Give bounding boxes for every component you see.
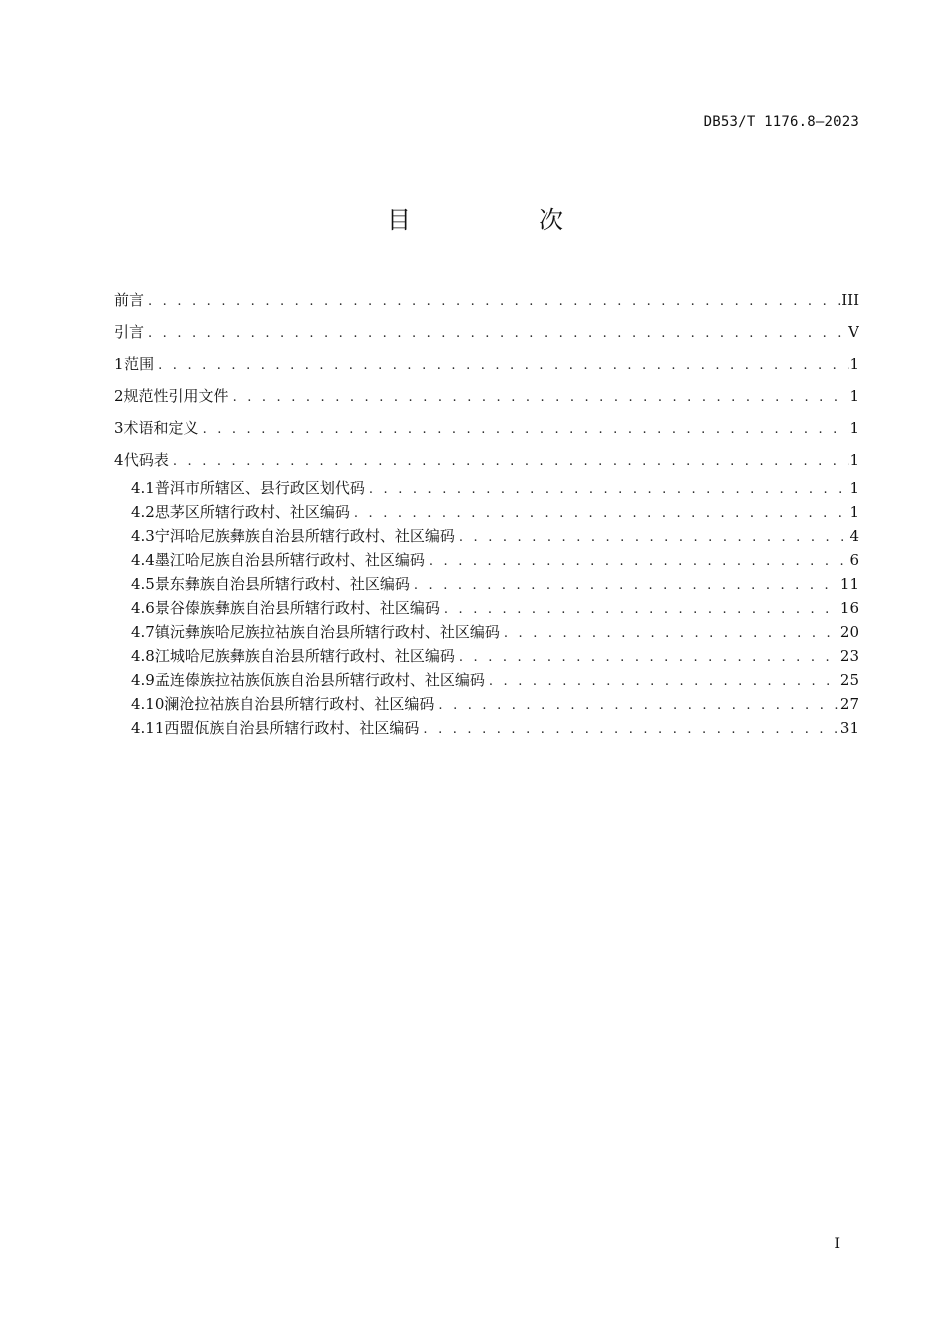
toc-leader-dots <box>455 526 849 548</box>
toc-entry-label: 思茅区所辖行政村、社区编码 <box>154 503 350 521</box>
toc-entry-page: 1 <box>849 451 859 469</box>
toc-leader-dots <box>144 286 841 316</box>
toc-subentry[interactable] <box>114 644 859 668</box>
toc-leader-dots <box>229 382 849 412</box>
toc-entry-label: 前言 <box>114 291 145 309</box>
toc-entry-label: 规范性引用文件 <box>123 387 229 405</box>
toc-leader-dots <box>419 718 839 740</box>
toc-entry-introduction[interactable] <box>114 316 859 348</box>
toc-leader-dots <box>365 478 849 500</box>
toc-entry-number: 4.4 <box>131 551 155 569</box>
table-of-contents <box>114 284 859 740</box>
toc-entry-page: V <box>848 323 859 341</box>
toc-leader-dots <box>455 646 840 668</box>
toc-entry-label: 江城哈尼族彝族自治县所辖行政村、社区编码 <box>154 647 455 665</box>
toc-subentry[interactable] <box>114 524 859 548</box>
toc-entry-label: 代码表 <box>123 451 169 469</box>
toc-entry-number: 1 <box>114 355 124 373</box>
toc-entry-number: 4.3 <box>131 527 155 545</box>
toc-entry-label: 镇沅彝族哈尼族拉祜族自治县所辖行政村、社区编码 <box>154 623 500 641</box>
toc-entry-number: 4.1 <box>131 479 155 497</box>
toc-entry-terms-definitions[interactable] <box>114 412 859 444</box>
toc-entry-scope[interactable] <box>114 348 859 380</box>
toc-subentry[interactable] <box>114 572 859 596</box>
toc-entry-page: 25 <box>839 671 859 689</box>
toc-entry-page: 1 <box>849 479 859 497</box>
toc-leader-dots <box>169 446 849 476</box>
toc-entry-label: 景谷傣族彝族自治县所辖行政村、社区编码 <box>154 599 440 617</box>
toc-entry-page: 1 <box>849 387 859 405</box>
toc-subentry[interactable] <box>114 500 859 524</box>
toc-entry-page: 6 <box>849 551 859 569</box>
toc-entry-page: 20 <box>839 623 859 641</box>
toc-entry-number: 4.2 <box>131 503 155 521</box>
toc-subentry[interactable] <box>114 596 859 620</box>
toc-entry-code-tables[interactable] <box>114 444 859 476</box>
page-number: I <box>834 1236 840 1252</box>
toc-entry-page: 1 <box>849 419 859 437</box>
toc-entry-normative-references[interactable] <box>114 380 859 412</box>
toc-entry-label: 宁洱哈尼族彝族自治县所辖行政村、社区编码 <box>154 527 455 545</box>
toc-subentry[interactable] <box>114 476 859 500</box>
toc-entry-label: 术语和定义 <box>123 419 199 437</box>
toc-subentry[interactable] <box>114 620 859 644</box>
toc-entry-number: 3 <box>114 419 124 437</box>
toc-entry-label: 墨江哈尼族自治县所辖行政村、社区编码 <box>154 551 425 569</box>
toc-entry-label: 景东彝族自治县所辖行政村、社区编码 <box>154 575 410 593</box>
toc-entry-page: 16 <box>839 599 859 617</box>
toc-entry-number: 4.7 <box>131 623 155 641</box>
page-title: 目 次 <box>387 206 615 234</box>
toc-entry-number: 4.6 <box>131 599 155 617</box>
toc-entry-page: 23 <box>839 647 859 665</box>
toc-entry-label: 引言 <box>114 323 145 341</box>
toc-entry-number: 4.9 <box>131 671 155 689</box>
toc-leader-dots <box>199 414 849 444</box>
toc-entry-foreword[interactable] <box>114 284 859 316</box>
toc-entry-page: 31 <box>839 719 859 737</box>
toc-entry-number: 4.8 <box>131 647 155 665</box>
toc-entry-page: III <box>841 291 859 309</box>
toc-entry-label: 普洱市所辖区、县行政区划代码 <box>154 479 365 497</box>
toc-leader-dots <box>425 550 849 572</box>
toc-entry-page: 1 <box>849 503 859 521</box>
toc-entry-number: 4.11 <box>131 719 165 737</box>
toc-leader-dots <box>144 318 848 348</box>
toc-entry-number: 4.5 <box>131 575 155 593</box>
toc-leader-dots <box>485 670 840 692</box>
toc-leader-dots <box>350 502 849 524</box>
toc-entry-label: 西盟佤族自治县所辖行政村、社区编码 <box>164 719 420 737</box>
toc-entry-number: 4 <box>114 451 124 469</box>
toc-leader-dots <box>500 622 840 644</box>
toc-entry-page: 1 <box>849 355 859 373</box>
toc-leader-dots <box>434 694 839 716</box>
toc-entry-label: 孟连傣族拉祜族佤族自治县所辖行政村、社区编码 <box>154 671 485 689</box>
toc-leader-dots <box>440 598 840 620</box>
toc-leader-dots <box>410 574 840 596</box>
toc-entry-page: 4 <box>849 527 859 545</box>
toc-subentry[interactable] <box>114 716 859 740</box>
toc-entry-page: 11 <box>839 575 859 593</box>
toc-subentry[interactable] <box>114 692 859 716</box>
toc-leader-dots <box>154 350 849 380</box>
toc-entry-label: 澜沧拉祜族自治县所辖行政村、社区编码 <box>164 695 435 713</box>
toc-entry-page: 27 <box>839 695 859 713</box>
toc-entry-label: 范围 <box>124 355 155 373</box>
toc-subentry[interactable] <box>114 548 859 572</box>
toc-entry-number: 2 <box>114 387 124 405</box>
toc-subentry[interactable] <box>114 668 859 692</box>
toc-entry-number: 4.10 <box>131 695 165 713</box>
document-code: DB53/T 1176.8—2023 <box>703 114 859 130</box>
